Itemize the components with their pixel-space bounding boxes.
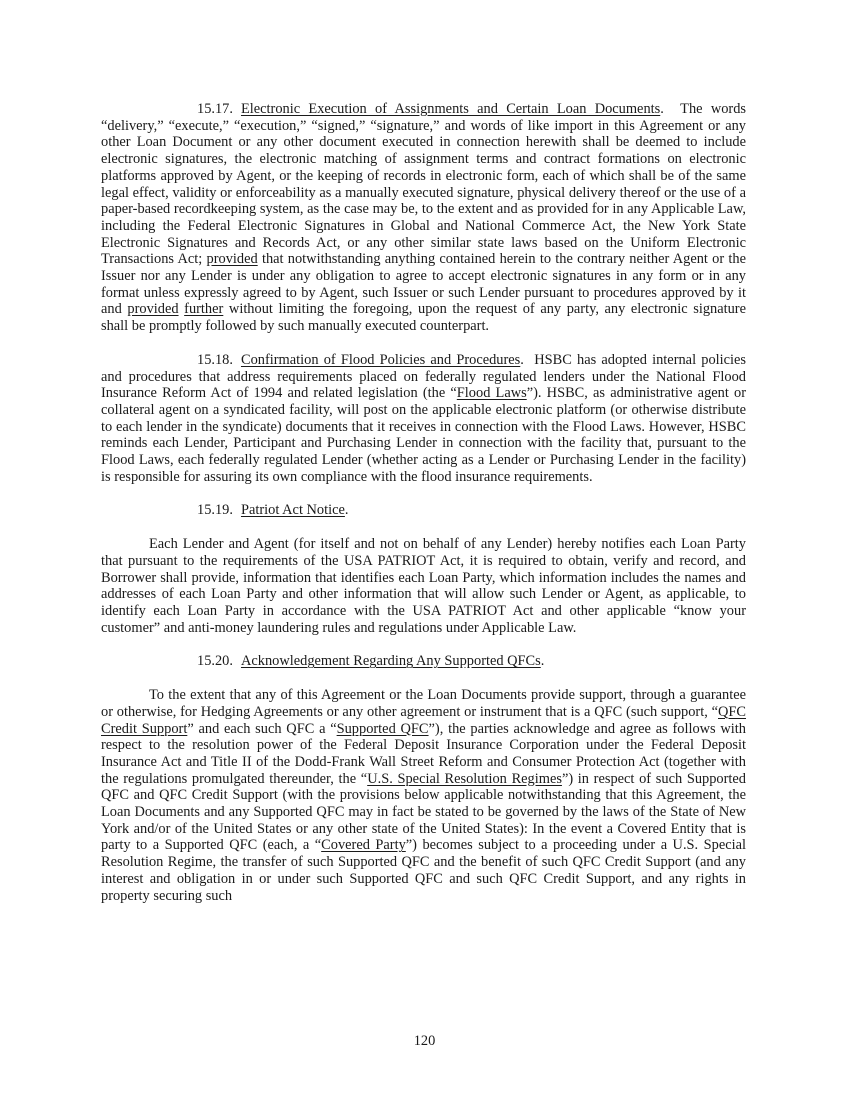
body-text: without limiting the foregoing, upon the request of any party, any electronic signature shall be promptly followed by such manually executed counterpart. [101, 301, 746, 335]
section-15-20-body [101, 687, 746, 904]
section-15-19-heading: 15.19. Patriot Act Notice. [101, 502, 746, 519]
section-15-17: 15.17. Electronic Execution of Assignments and Certain Loan Documents. The words “delivery,” “execute,” “execution,” “signed,” “signature,” and words of like import in this Agreement or any other Loan Document or any other document executed in connection herewith shall be deemed to include electronic signatures, the electronic matching of assignment terms and contract formations on electronic platforms approved by Agent, or the keeping of records in electronic form, each of which shall be of the same legal effect, validity or enforceability as a manually executed signature, physical delivery thereof or the use of a paper-based recordkeeping system, as the case may be, to the extent and as provided for in any Applicable Law, including the Federal Electronic Signatures in Global and National Commerce Act, the New York State Electronic Signatures and Records Act, or any other similar state laws based on the Uniform Electronic Transactions Act; provided that notwithstanding anything contained herein to the contrary neither Agent or the Issuer nor any Lender is under any obligation to agree to accept electronic signatures in any form or in any format unless expressly agreed to by Agent, such Issuer or such Lender pursuant to procedures approved by it and provided further without limiting the foregoing, upon the request of any party, any electronic signature shall be promptly followed by such manually executed counterpart. [101, 101, 746, 335]
section-heading: Acknowledgement Regarding Any Supported QFCs [240, 653, 541, 670]
page-content [101, 101, 746, 904]
body-text: ”) in respect of such Supported QFC and QFC Credit Support (with the provisions below applicable notwithstanding that this Agreement, the Loan Documents and any Supported QFC may in fact be stated to be governed by the laws of the State of New York and/or of the United States or any other state of the United States): In the event a Covered Entity that is party to a Supported QFC (each, a “ [101, 770, 747, 854]
section-number: 15.20. [197, 653, 233, 670]
body-text: ”) becomes subject to a proceeding under a U.S. Special Resolution Regime, the transfer of such Supported QFC and the benefit of such QFC Credit Support (and any interest and obligation in or under such Supported QFC and such QFC Credit Support, and any rights in property securing such [101, 837, 746, 904]
body-text: The words “delivery,” “execute,” “execution,” “signed,” “signature,” and words of like import in this Agreement or any other Loan Document or any other document executed in connection herewith shall be deemed to include electronic signatures, the electronic matching of assignment terms and contract formations on electronic platforms approved by Agent, or the keeping of records in electronic form, each of which shall be of the same legal effect, validity or enforceability as a manually executed signature, physical delivery thereof or the use of a paper-based recordkeeping system, as the case may be, to the extent and as provided for in any Applicable Law, including the Federal Electronic Signatures in Global and National Commerce Act, the New York State Electronic Signatures and Records Act, or any other similar state laws based on the Uniform Electronic Transactions Act; [101, 101, 746, 268]
defined-term: Supported QFC [336, 720, 429, 737]
defined-term: Covered Party [321, 837, 406, 854]
body-text: ”). HSBC, as administrative agent or collateral agent on a syndicated facility, will post on the applicable electronic platform (or otherwise distribute to each lender in the syndicate) documents that it receives in connection with the Flood Laws. However, HSBC reminds each Lender, Participant and Purchasing Lender in connection with the facility that, pursuant to the Flood Laws, each federally regulated Lender (whether acting as a Lender or Purchasing Lender in the facility) is responsible for assuring its own compliance with the flood insurance requirements. [101, 385, 747, 485]
section-15-18: 15.18. Confirmation of Flood Policies and Procedures. HSBC has adopted internal policies and procedures that address requirements placed on federally regulated lenders under the National Flood Insurance Reform Act of 1994 and related legislation (the “Flood Laws”). HSBC, as administrative agent or collateral agent on a syndicated facility, will post on the applicable electronic platform (or otherwise distribute to each lender in the syndicate) documents that it receives in connection with the Flood Laws. However, HSBC reminds each Lender, Participant and Purchasing Lender in connection with the facility that, pursuant to the Flood Laws, each federally regulated Lender (whether acting as a Lender or Purchasing Lender in the facility) is responsible for assuring its own compliance with the flood insurance requirements. [101, 351, 747, 485]
section-heading: Confirmation of Flood Policies and Procedures [240, 351, 521, 368]
body-text: ”), the parties acknowledge and agree as follows with respect to the resolution power of the Federal Deposit Insurance Corporation under the Federal Deposit Insurance Act and Title II of the Dodd-Frank Wall Street Reform and Consumer Protection Act (together with the regulations promulgated thereunder, the “ [101, 720, 746, 787]
body-text: ” and each such QFC a “ [187, 720, 337, 737]
body-text: that notwithstanding anything contained herein to the contrary neither Agent or the Issuer nor any Lender is under any obligation to agree to accept electronic signatures in any form or in any format unless expressly agreed to by Agent, such Issuer or such Lender pursuant to procedures approved by it and [101, 251, 746, 318]
section-15-20-heading: 15.20. Acknowledgement Regarding Any Supported QFCs. [101, 653, 746, 670]
section-number: 15.17. [197, 101, 233, 117]
defined-term-further: further [184, 301, 224, 318]
section-heading: Patriot Act Notice [240, 502, 345, 519]
body-text: To the extent that any of this Agreement or the Loan Documents provide support, through a guarantee or otherwise, for Hedging Agreements or any other agreement or instrument that is a QFC (such support, “ [101, 687, 746, 720]
section-heading: Electronic Execution of Assignments and Certain Loan Documents [240, 101, 661, 117]
defined-term: Flood Laws [456, 385, 527, 402]
section-15-19-body: Each Lender and Agent (for itself and not on behalf of any Lender) hereby notifies each Loan Party that pursuant to the requirements of the USA PATRIOT Act, it is required to obtain, verify and record, and Borrower shall provide, information that identifies each Loan Party, which information includes the names and addresses of each Loan Party and other information that will allow such Lender or Agent, as applicable, to identify each Loan Party in accordance with the USA PATRIOT Act and other applicable “know your customer” and anti-money laundering rules and regulations under Applicable Law. [101, 536, 746, 636]
body-text: HSBC has adopted internal policies and procedures that address requirements placed on federally regulated lenders under the National Flood Insurance Reform Act of 1994 and related legislation (the “ [101, 351, 747, 402]
defined-term-provided: provided [206, 251, 258, 268]
page-number: 120 [413, 1033, 436, 1049]
defined-term-provided: provided [127, 301, 179, 318]
defined-term: U.S. Special Resolution Regimes [367, 770, 562, 787]
section-number: 15.19. [197, 502, 233, 519]
defined-term: QFC Credit Support [101, 703, 746, 737]
section-number: 15.18. [197, 351, 233, 368]
